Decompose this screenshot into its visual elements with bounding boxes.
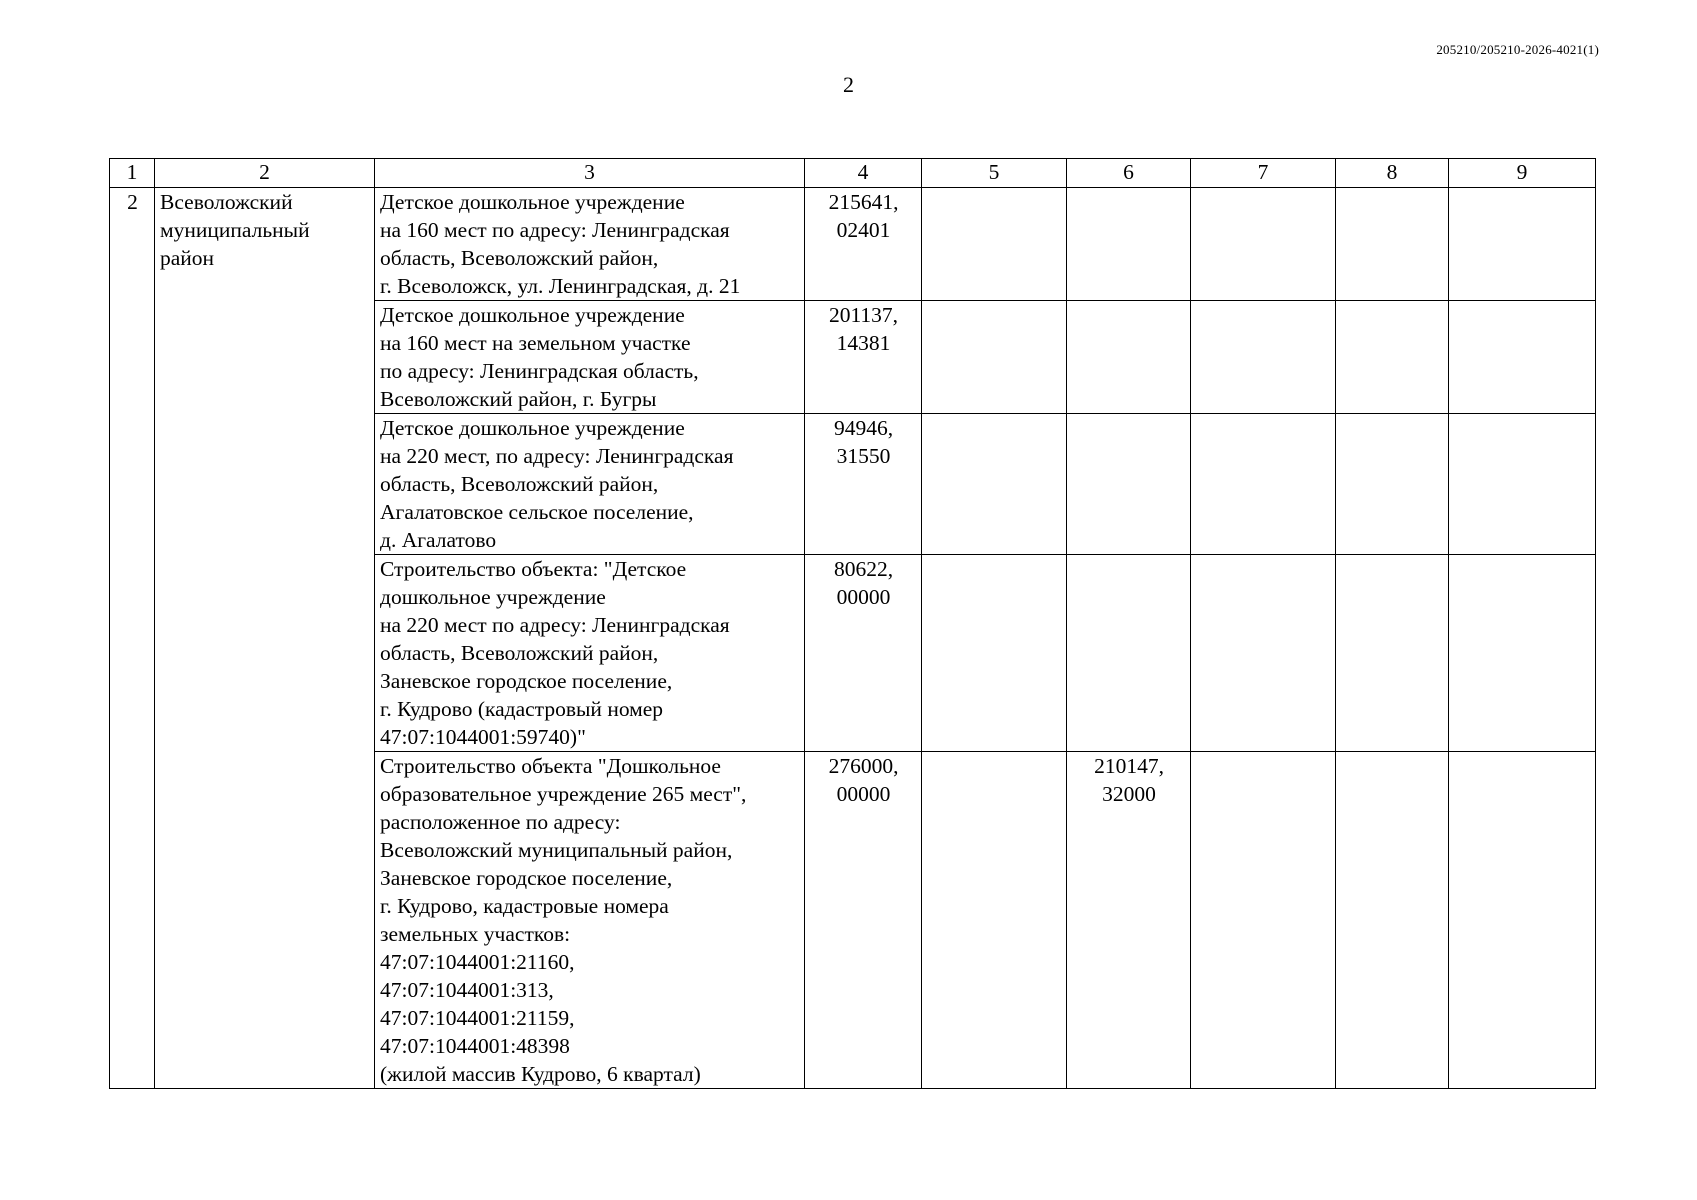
- value-cell-col7: [1191, 188, 1336, 301]
- description-line: 47:07:1044001:21160,: [380, 950, 575, 974]
- value-cell-col4: [805, 414, 922, 555]
- value-line: 276000,: [828, 754, 899, 778]
- data-table: [109, 158, 1596, 1089]
- value-cell-col8: [1336, 188, 1449, 301]
- value-line: 31550: [836, 444, 891, 468]
- value-cell-col9: [1449, 555, 1596, 752]
- description-line: Заневское городское поселение,: [380, 669, 673, 693]
- value-cell-col7: [1191, 752, 1336, 1089]
- value-line: 80622,: [833, 557, 894, 581]
- object-description: [375, 752, 805, 1089]
- description-line: область, Всеволожский район,: [380, 246, 659, 270]
- group-name-line: Всеволожский: [160, 190, 293, 214]
- description-line: д. Агалатово: [380, 528, 497, 552]
- column-header-7: 7: [1191, 159, 1336, 188]
- object-description: [375, 414, 805, 555]
- column-header-9: 9: [1449, 159, 1596, 188]
- value-line: 02401: [836, 218, 891, 242]
- description-line: 47:07:1044001:59740)": [380, 725, 586, 749]
- description-line: область, Всеволожский район,: [380, 641, 659, 665]
- column-header-2: 2: [155, 159, 375, 188]
- column-header-8: 8: [1336, 159, 1449, 188]
- value-cell-col4: [805, 752, 922, 1089]
- value-cell-col4: [805, 301, 922, 414]
- description-line: 47:07:1044001:313,: [380, 978, 554, 1002]
- description-line: Строительство объекта "Дошкольное: [380, 754, 721, 778]
- page-number: 2: [843, 72, 854, 97]
- value-cell-col5: [922, 301, 1067, 414]
- value-cell-col5: [922, 555, 1067, 752]
- document-id: 205210/205210-2026-4021(1): [1436, 42, 1599, 57]
- description-line: Всеволожский район, г. Бугры: [380, 387, 657, 411]
- value-cell-col9: [1449, 301, 1596, 414]
- group-number: 2: [110, 188, 155, 1089]
- description-line: Детское дошкольное учреждение: [380, 416, 685, 440]
- description-line: образовательное учреждение 265 мест",: [380, 782, 747, 806]
- description-line: Заневское городское поселение,: [380, 866, 673, 890]
- value-cell-col6: [1067, 188, 1191, 301]
- table-row: [110, 188, 1596, 301]
- value-cell-col9: [1449, 414, 1596, 555]
- description-line: Всеволожский муниципальный район,: [380, 838, 733, 862]
- value-cell-col8: [1336, 414, 1449, 555]
- value-cell-col5: [922, 752, 1067, 1089]
- value-cell-col6: [1067, 301, 1191, 414]
- description-line: Строительство объекта: "Детское: [380, 557, 687, 581]
- value-cell-col4: [805, 188, 922, 301]
- description-line: земельных участков:: [380, 922, 571, 946]
- description-line: на 220 мест по адресу: Ленинградская: [380, 613, 730, 637]
- column-header-1: 1: [110, 159, 155, 188]
- description-line: Агалатовское сельское поселение,: [380, 500, 694, 524]
- description-line: 47:07:1044001:48398: [380, 1034, 570, 1058]
- description-line: г. Кудрово (кадастровый номер: [380, 697, 664, 721]
- description-line: (жилой массив Кудрово, 6 квартал): [380, 1062, 701, 1086]
- description-line: расположенное по адресу:: [380, 810, 621, 834]
- value-line: 94946,: [833, 416, 894, 440]
- value-cell-col7: [1191, 555, 1336, 752]
- value-cell-col8: [1336, 555, 1449, 752]
- value-cell-col7: [1191, 414, 1336, 555]
- value-line: 32000: [1102, 782, 1156, 806]
- value-cell-col8: [1336, 752, 1449, 1089]
- group-name-line: район: [160, 246, 215, 270]
- value-cell-col5: [922, 414, 1067, 555]
- value-cell-col4: [805, 555, 922, 752]
- column-header-3: 3: [375, 159, 805, 188]
- object-description: [375, 301, 805, 414]
- description-line: на 160 мест по адресу: Ленинградская: [380, 218, 730, 242]
- value-cell-col5: [922, 188, 1067, 301]
- description-line: г. Кудрово, кадастровые номера: [380, 894, 669, 918]
- value-line: 00000: [836, 585, 891, 609]
- description-line: 47:07:1044001:21159,: [380, 1006, 575, 1030]
- table-body: [110, 188, 1596, 1089]
- object-description: [375, 188, 805, 301]
- column-header-4: 4: [805, 159, 922, 188]
- group-name-line: муниципальный: [160, 218, 310, 242]
- description-line: на 160 мест на земельном участке: [380, 331, 691, 355]
- value-line: 210147,: [1094, 754, 1164, 778]
- value-line: 14381: [836, 331, 891, 355]
- description-line: область, Всеволожский район,: [380, 472, 659, 496]
- description-line: г. Всеволожск, ул. Ленинградская, д. 21: [380, 274, 741, 298]
- value-cell-col6: [1067, 752, 1191, 1089]
- value-cell-col8: [1336, 301, 1449, 414]
- value-cell-col9: [1449, 752, 1596, 1089]
- value-line: 215641,: [828, 190, 899, 214]
- description-line: Детское дошкольное учреждение: [380, 303, 685, 327]
- description-line: на 220 мест, по адресу: Ленинградская: [380, 444, 734, 468]
- value-line: 201137,: [828, 303, 899, 327]
- value-line: 00000: [836, 782, 891, 806]
- value-cell-col6: [1067, 414, 1191, 555]
- group-name: [155, 188, 375, 1089]
- column-header-5: 5: [922, 159, 1067, 188]
- value-cell-col6: [1067, 555, 1191, 752]
- value-cell-col9: [1449, 188, 1596, 301]
- description-line: Детское дошкольное учреждение: [380, 190, 685, 214]
- value-cell-col7: [1191, 301, 1336, 414]
- header-row: [110, 159, 1596, 188]
- column-header-6: 6: [1067, 159, 1191, 188]
- description-line: по адресу: Ленинградская область,: [380, 359, 699, 383]
- object-description: [375, 555, 805, 752]
- description-line: дошкольное учреждение: [380, 585, 606, 609]
